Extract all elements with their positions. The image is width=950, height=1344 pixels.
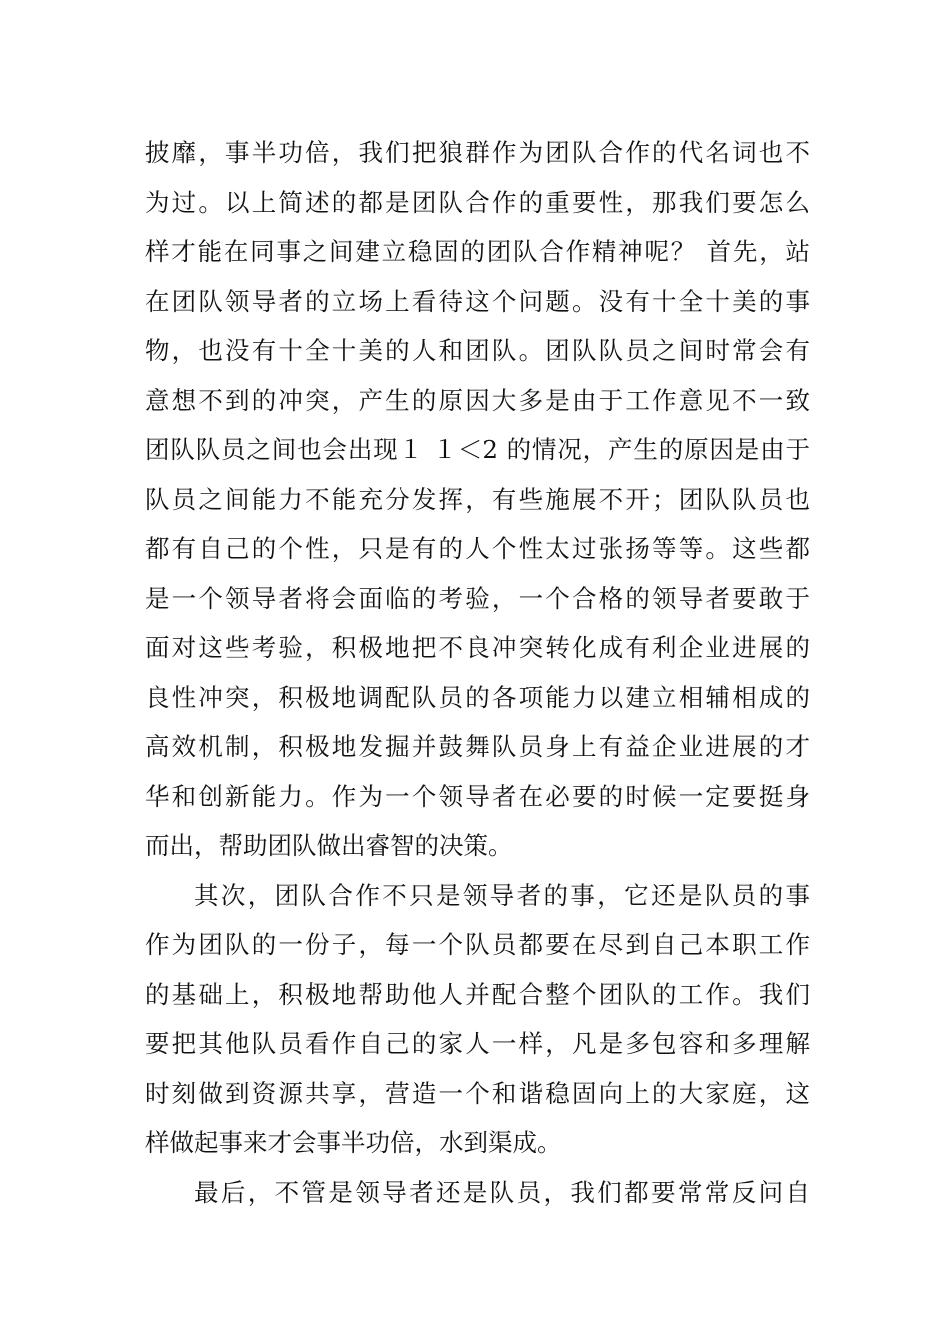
text-line: 其次，团队合作不只是领导者的事，它还是队员的事 [194,880,810,910]
text-line: 时刻做到资源共享，营造一个和谐稳固向上的大家庭，这 [145,1078,810,1108]
text-line: 的基础上，积极地帮助他人并配合整个团队的工作。我们 [145,979,810,1009]
text-line: 高效机制，积极地发掘并鼓舞队员身上有益企业进展的才 [145,732,810,761]
text-line: 披靡，事半功倍，我们把狼群作为团队合作的代名词也不 [145,138,810,167]
text-line: 样做起事来才会事半功倍，水到渠成。 [145,1128,562,1157]
text-line: 意想不到的冲突，产生的原因大多是由于工作意见不一致 [145,385,810,415]
text-line: 团队队员之间也会出现１ １＜2 的情况，产生的原因是由于 [145,435,810,464]
text-line: 在团队领导者的立场上看待这个问题。没有十全十美的事 [145,286,810,316]
text-line: 队员之间能力不能充分发挥，有些施展不开；团队队员也 [145,484,810,514]
text-line: 面对这些考验，积极地把不良冲突转化成有利企业进展的 [145,633,810,662]
text-line: 物，也没有十全十美的人和团队。团队队员之间时常会有 [145,336,810,365]
text-line: 是一个领导者将会面临的考验，一个合格的领导者要敢于 [145,583,810,613]
text-line: 都有自己的个性，只是有的人个性太过张扬等等。这些都 [145,534,810,563]
text-line: 良性冲突，积极地调配队员的各项能力以建立相辅相成的 [145,682,810,712]
body-text [145,128,810,1217]
text-line: 为过。以上简述的都是团队合作的重要性，那我们要怎么 [145,187,810,217]
text-line: 而出，帮助团队做出睿智的决策。 [145,831,513,860]
text-line: 作为团队的一份子，每一个队员都要在尽到自己本职工作 [145,930,810,959]
text-line: 华和创新能力。作为一个领导者在必要的时候一定要挺身 [145,781,810,811]
text-line: 样才能在同事之间建立稳固的团队合作精神呢？ 首先，站 [145,237,810,266]
text-line: 最后，不管是领导者还是队员，我们都要常常反问自 [194,1177,810,1207]
text-line: 要把其他队员看作自己的家人一样，凡是多包容和多理解 [145,1029,810,1058]
